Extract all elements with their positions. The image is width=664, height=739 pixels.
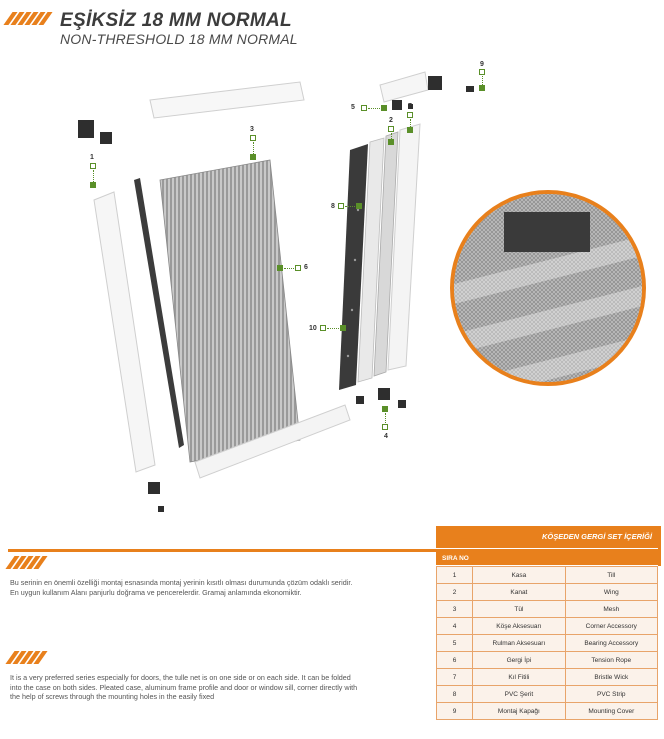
callout-label: 5: [351, 104, 355, 111]
callout-label: 3: [250, 126, 254, 133]
mounting-cover: [428, 76, 442, 90]
callout-marker: [388, 126, 394, 132]
table-row: 2 Kanat Wing: [437, 584, 658, 601]
table-row: 6 Gergi İpi Tension Rope: [437, 652, 658, 669]
callout-marker: [382, 424, 388, 430]
description-en: It is a very preferred series especially for doors, the tulle net is on one side or on each side. It can be folded into the case on both sides. Pleated case, aluminum frame profile and door or window sill, corner directly with the help of screws through the mounting holes in the easily fixed: [10, 673, 358, 701]
header-stripes-icon: [8, 12, 48, 25]
callout-marker: [479, 69, 485, 75]
callout-label: 6: [304, 264, 308, 271]
callout-label: 8: [331, 203, 335, 210]
stripes-icon: [10, 651, 43, 664]
table-row: 7 Kıl Fitili Bristle Wick: [437, 669, 658, 686]
callout-marker: [338, 203, 344, 209]
table-column-header: SIRA NO: [436, 552, 658, 565]
pleated-mesh: [160, 160, 300, 462]
table-accent-bar: [658, 526, 661, 566]
parts-table: [436, 566, 658, 720]
callout-label: 1: [90, 154, 94, 161]
callout-label: 2: [389, 117, 393, 124]
callout-marker: [90, 163, 96, 169]
callout-marker: [295, 265, 301, 271]
callout-marker: [250, 135, 256, 141]
table-row: 8 PVC Şerit PVC Strip: [437, 686, 658, 703]
bearing-accessory: [392, 100, 402, 110]
callout-label: 7: [408, 103, 412, 110]
table-row: 1 Kasa Till: [437, 567, 658, 584]
callout-marker: [361, 105, 367, 111]
callout-marker: [320, 325, 326, 331]
table-title: KÖŞEDEN GERGİ SET İÇERİĞİ: [436, 526, 658, 548]
table-row: 5 Rulman Aksesuarı Bearing Accessory: [437, 635, 658, 652]
table-row: 9 Montaj Kapağı Mounting Cover: [437, 703, 658, 720]
mesh-detail-circle: [450, 190, 646, 386]
corner-accessory-bottom: [148, 482, 160, 494]
table-row: 4 Köşe Aksesuarı Corner Accessory: [437, 618, 658, 635]
callout-label: 4: [384, 433, 388, 440]
callout-marker: [407, 112, 413, 118]
callout-label: 9: [480, 61, 484, 68]
top-frame: [150, 82, 304, 118]
description-tr: Bu serinin en önemli özelliği montaj esnasında montaj yerinin kısıtlı olması durumunda çözüm odaklı seridir. En uygun kullanım Alanı panjurlu doğrama ve pencerelerdir. Gramaj anlamında ekonomiktir.: [10, 578, 353, 597]
page-title: EŞİKSİZ 18 MM NORMAL: [60, 10, 292, 31]
callout-label: 10: [309, 325, 317, 332]
stripes-icon: [10, 556, 43, 569]
table-row: 3 Tül Mesh: [437, 601, 658, 618]
page-subtitle: NON-THRESHOLD 18 MM NORMAL: [60, 31, 298, 47]
corner-accessory-top: [78, 120, 94, 138]
